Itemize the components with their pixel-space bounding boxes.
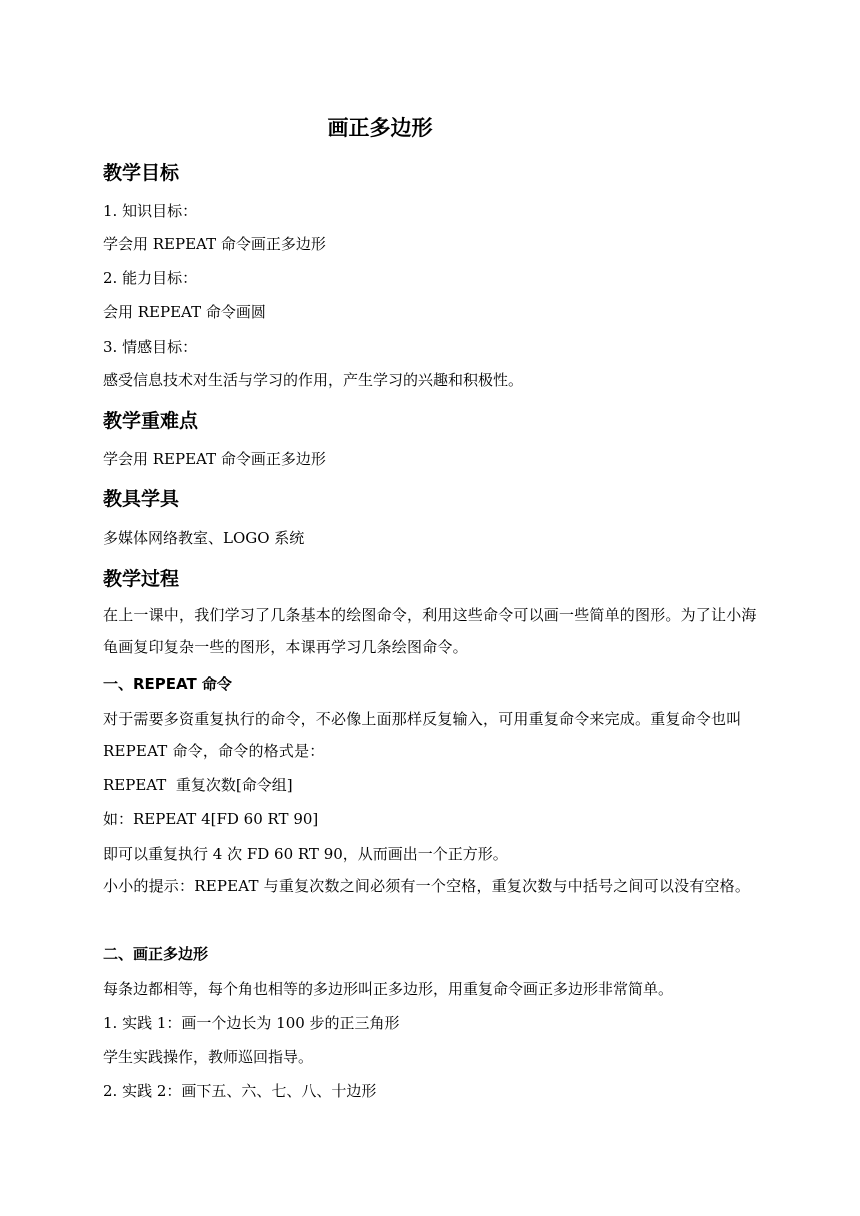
repeat-tip: 小小的提示：REPEAT 与重复次数之间必须有一个空格，重复次数与中括号之间可以没有空格。 — [103, 877, 751, 895]
practice-2: 2. 实践 2：画下五、六、七、八、十边形 — [103, 1082, 377, 1100]
polygon-definition: 每条边都相等，每个角也相等的多边形叫正多边形，用重复命令画正多边形非常简单。 — [103, 980, 674, 998]
heading-teaching-goals: 教学目标 — [103, 162, 180, 184]
process-intro: 在上一课中，我们学习了几条基本的绘图命令，利用这些命令可以画一些简单的图形。为了让小海龟画复印复杂一些的图形，本课再学习几条绘图命令。 — [103, 606, 757, 656]
goal-knowledge-label: 1. 知识目标： — [103, 202, 198, 220]
subheading-regular-polygon: 二、画正多边形 — [103, 945, 209, 963]
practice-1-note: 学生实践操作，教师巡回指导。 — [103, 1048, 314, 1066]
key-points-text: 学会用 REPEAT 命令画正多边形 — [103, 450, 326, 468]
repeat-example: 如：REPEAT 4[FD 60 RT 90] — [103, 810, 319, 828]
page-title: 画正多边形 — [327, 116, 433, 140]
goal-emotion-label: 3. 情感目标： — [103, 338, 198, 356]
heading-teaching-process: 教学过程 — [103, 568, 180, 590]
goal-ability-label: 2. 能力目标： — [103, 269, 198, 287]
tools-text: 多媒体网络教室、LOGO 系统 — [103, 529, 305, 547]
repeat-format: REPEAT 重复次数[命令组] — [103, 776, 293, 794]
repeat-result: 即可以重复执行 4 次 FD 60 RT 90，从而画出一个正方形。 — [103, 845, 508, 863]
goal-ability-text: 会用 REPEAT 命令画圆 — [103, 303, 266, 321]
goal-emotion-text: 感受信息技术对生活与学习的作用，产生学习的兴趣和积极性。 — [103, 371, 524, 389]
subheading-repeat-command: 一、REPEAT 命令 — [103, 675, 232, 693]
practice-1: 1. 实践 1：画一个边长为 100 步的正三角形 — [103, 1014, 400, 1032]
heading-teaching-tools: 教具学具 — [103, 488, 180, 510]
repeat-description: 对于需要多资重复执行的命令，不必像上面那样反复输入，可用重复命令来完成。重复命令也叫 REPEAT 命令，命令的格式是： — [103, 710, 742, 760]
heading-key-points: 教学重难点 — [103, 410, 199, 432]
goal-knowledge-text: 学会用 REPEAT 命令画正多边形 — [103, 235, 326, 253]
